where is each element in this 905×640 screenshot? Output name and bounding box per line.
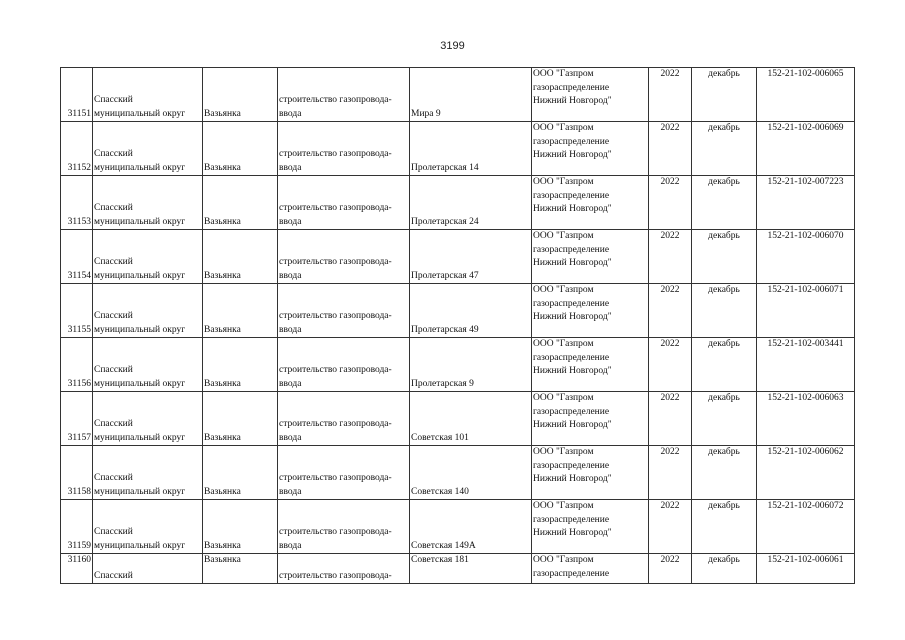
address-cell: Пролетарская 9 bbox=[410, 338, 532, 392]
table-body bbox=[61, 68, 855, 584]
year-cell: 2022 bbox=[649, 230, 692, 284]
organization-line-3: Нижний Новгород" bbox=[533, 258, 612, 268]
year-cell: 2022 bbox=[649, 338, 692, 392]
year-cell: 2022 bbox=[649, 176, 692, 230]
row-number: 31159 bbox=[61, 500, 93, 554]
village-cell: Вазьянка bbox=[203, 500, 278, 554]
address-cell: Пролетарская 47 bbox=[410, 230, 532, 284]
table-row bbox=[61, 68, 855, 122]
organization-cell bbox=[532, 554, 649, 584]
organization-line-1: ООО "Газпром bbox=[533, 177, 594, 187]
district-line-2: муниципальный округ bbox=[94, 324, 186, 335]
organization-line-1: ООО "Газпром bbox=[533, 285, 594, 295]
work-type-line-2: ввода bbox=[279, 486, 302, 497]
work-type-cell bbox=[278, 122, 410, 176]
organization-line-2: газораспределение bbox=[533, 136, 610, 147]
row-number: 31158 bbox=[61, 446, 93, 500]
table-row bbox=[61, 392, 855, 446]
organization-line-1: ООО "Газпром bbox=[533, 501, 594, 511]
table-row bbox=[61, 122, 855, 176]
district-cell bbox=[93, 122, 203, 176]
district-cell bbox=[93, 176, 203, 230]
work-type-line-1: строительство газопровода- bbox=[279, 365, 392, 375]
organization-line-3: Нижний Новгород" bbox=[533, 474, 612, 484]
work-type-cell bbox=[278, 446, 410, 500]
district-line-1: Спасский bbox=[94, 149, 133, 159]
year-cell: 2022 bbox=[649, 284, 692, 338]
work-type-line-1: строительство газопровода- bbox=[279, 419, 392, 429]
organization-cell bbox=[532, 500, 649, 554]
district-line-2: муниципальный округ bbox=[94, 432, 186, 443]
month-cell: декабрь bbox=[692, 446, 757, 500]
work-type-cell bbox=[278, 68, 410, 122]
village-cell: Вазьянка bbox=[203, 122, 278, 176]
address-cell: Советская 181 bbox=[410, 554, 532, 584]
district-line-1: Спасский bbox=[94, 311, 133, 321]
work-type-line-2: ввода bbox=[279, 162, 302, 173]
village-cell: Вазьянка bbox=[203, 230, 278, 284]
district-cell bbox=[93, 446, 203, 500]
village-cell: Вазьянка bbox=[203, 338, 278, 392]
organization-line-2: газораспределение bbox=[533, 568, 610, 579]
work-type-line-1: строительство газопровода- bbox=[279, 311, 392, 321]
table-row bbox=[61, 176, 855, 230]
work-type-line-2: ввода bbox=[279, 324, 302, 335]
address-cell: Советская 140 bbox=[410, 446, 532, 500]
month-cell: декабрь bbox=[692, 176, 757, 230]
organization-cell bbox=[532, 446, 649, 500]
organization-line-2: газораспределение bbox=[533, 352, 610, 363]
work-type-line-2: ввода bbox=[279, 432, 302, 443]
organization-line-3: Нижний Новгород" bbox=[533, 420, 612, 430]
month-cell: декабрь bbox=[692, 122, 757, 176]
organization-cell bbox=[532, 392, 649, 446]
work-type-cell bbox=[278, 176, 410, 230]
district-line-1: Спасский bbox=[94, 473, 133, 483]
address-cell: Пролетарская 49 bbox=[410, 284, 532, 338]
table-row bbox=[61, 230, 855, 284]
organization-line-2: газораспределение bbox=[533, 406, 610, 417]
page-number: 3199 bbox=[440, 40, 465, 52]
work-type-cell bbox=[278, 500, 410, 554]
year-cell: 2022 bbox=[649, 446, 692, 500]
row-number: 31155 bbox=[61, 284, 93, 338]
district-line-1: Спасский bbox=[94, 419, 133, 429]
row-number: 31154 bbox=[61, 230, 93, 284]
village-cell: Вазьянка bbox=[203, 554, 278, 584]
organization-line-1: ООО "Газпром bbox=[533, 447, 594, 457]
village-cell: Вазьянка bbox=[203, 176, 278, 230]
work-type-line-1: строительство газопровода- bbox=[279, 203, 392, 213]
address-cell: Мира 9 bbox=[410, 68, 532, 122]
table-row bbox=[61, 284, 855, 338]
address-cell: Пролетарская 14 bbox=[410, 122, 532, 176]
district-line-2: муниципальный округ bbox=[94, 270, 186, 281]
row-number: 31152 bbox=[61, 122, 93, 176]
code-cell: 152-21-102-003441 bbox=[757, 338, 855, 392]
organization-line-1: ООО "Газпром bbox=[533, 123, 594, 133]
village-cell: Вазьянка bbox=[203, 284, 278, 338]
month-cell: декабрь bbox=[692, 500, 757, 554]
organization-line-3: Нижний Новгород" bbox=[533, 528, 612, 538]
code-cell: 152-21-102-006069 bbox=[757, 122, 855, 176]
village-cell: Вазьянка bbox=[203, 392, 278, 446]
district-cell bbox=[93, 230, 203, 284]
organization-line-3: Нижний Новгород" bbox=[533, 150, 612, 160]
year-cell: 2022 bbox=[649, 122, 692, 176]
organization-cell bbox=[532, 122, 649, 176]
organization-cell bbox=[532, 230, 649, 284]
organization-line-1: ООО "Газпром bbox=[533, 339, 594, 349]
district-line-1: Спасский bbox=[94, 365, 133, 375]
organization-line-1: ООО "Газпром bbox=[533, 69, 594, 79]
work-type-line-2: ввода bbox=[279, 270, 302, 281]
work-type-line-2: ввода bbox=[279, 378, 302, 389]
organization-line-2: газораспределение bbox=[533, 82, 610, 93]
work-type-line-1: строительство газопровода- bbox=[279, 95, 392, 105]
row-number: 31156 bbox=[61, 338, 93, 392]
village-cell: Вазьянка bbox=[203, 68, 278, 122]
month-cell: декабрь bbox=[692, 68, 757, 122]
organization-line-3: Нижний Новгород" bbox=[533, 366, 612, 376]
district-line-1: Спасский bbox=[94, 203, 133, 213]
code-cell: 152-21-102-006070 bbox=[757, 230, 855, 284]
work-type-cell bbox=[278, 230, 410, 284]
organization-cell bbox=[532, 284, 649, 338]
work-type-cell: строительство газопровода- bbox=[278, 554, 410, 584]
district-cell bbox=[93, 68, 203, 122]
table-row-partial bbox=[61, 554, 855, 584]
district-line-2: муниципальный округ bbox=[94, 378, 186, 389]
code-cell: 152-21-102-006063 bbox=[757, 392, 855, 446]
organization-line-1: ООО "Газпром bbox=[533, 231, 594, 241]
work-type-cell bbox=[278, 338, 410, 392]
year-cell: 2022 bbox=[649, 392, 692, 446]
organization-line-3: Нижний Новгород" bbox=[533, 312, 612, 322]
work-type-cell bbox=[278, 284, 410, 338]
work-type-line-1: строительство газопровода- bbox=[279, 257, 392, 267]
district-line-1: Спасский bbox=[94, 527, 133, 537]
organization-cell bbox=[532, 338, 649, 392]
district-line-1: Спасский bbox=[94, 95, 133, 105]
work-type-cell bbox=[278, 392, 410, 446]
year-cell: 2022 bbox=[649, 500, 692, 554]
district-cell bbox=[93, 338, 203, 392]
code-cell: 152-21-102-006061 bbox=[757, 554, 855, 584]
organization-line-2: газораспределение bbox=[533, 460, 610, 471]
organization-line-3: Нижний Новгород" bbox=[533, 96, 612, 106]
month-cell: декабрь bbox=[692, 554, 757, 584]
year-cell: 2022 bbox=[649, 554, 692, 584]
code-cell: 152-21-102-007223 bbox=[757, 176, 855, 230]
organization-line-2: газораспределение bbox=[533, 244, 610, 255]
district-line-2: муниципальный округ bbox=[94, 108, 186, 119]
organization-line-1: ООО "Газпром bbox=[533, 393, 594, 403]
month-cell: декабрь bbox=[692, 392, 757, 446]
table-row bbox=[61, 500, 855, 554]
organization-line-2: газораспределение bbox=[533, 298, 610, 309]
month-cell: декабрь bbox=[692, 338, 757, 392]
district-cell bbox=[93, 392, 203, 446]
month-cell: декабрь bbox=[692, 230, 757, 284]
table-row bbox=[61, 446, 855, 500]
month-cell: декабрь bbox=[692, 284, 757, 338]
organization-cell bbox=[532, 68, 649, 122]
work-type-line-2: ввода bbox=[279, 216, 302, 227]
work-type-line-1: строительство газопровода- bbox=[279, 149, 392, 159]
district-cell: Спасский bbox=[93, 554, 203, 584]
organization-line-1: ООО "Газпром bbox=[533, 555, 594, 565]
district-line-2: муниципальный округ bbox=[94, 216, 186, 227]
district-line-1: Спасский bbox=[94, 257, 133, 267]
village-cell: Вазьянка bbox=[203, 446, 278, 500]
code-cell: 152-21-102-006065 bbox=[757, 68, 855, 122]
district-line-2: муниципальный округ bbox=[94, 486, 186, 497]
address-cell: Пролетарская 24 bbox=[410, 176, 532, 230]
work-type-line-2: ввода bbox=[279, 108, 302, 119]
district-cell bbox=[93, 500, 203, 554]
year-cell: 2022 bbox=[649, 68, 692, 122]
row-number: 31157 bbox=[61, 392, 93, 446]
register-table bbox=[60, 67, 855, 584]
district-line-2: муниципальный округ bbox=[94, 540, 186, 551]
row-number: 31160 bbox=[61, 554, 93, 584]
organization-line-3: Нижний Новгород" bbox=[533, 204, 612, 214]
row-number: 31151 bbox=[61, 68, 93, 122]
code-cell: 152-21-102-006062 bbox=[757, 446, 855, 500]
organization-cell bbox=[532, 176, 649, 230]
row-number: 31153 bbox=[61, 176, 93, 230]
work-type-line-2: ввода bbox=[279, 540, 302, 551]
district-cell bbox=[93, 284, 203, 338]
address-cell: Советская 149А bbox=[410, 500, 532, 554]
organization-line-2: газораспределение bbox=[533, 190, 610, 201]
address-cell: Советская 101 bbox=[410, 392, 532, 446]
code-cell: 152-21-102-006071 bbox=[757, 284, 855, 338]
work-type-line-1: строительство газопровода- bbox=[279, 473, 392, 483]
organization-line-2: газораспределение bbox=[533, 514, 610, 525]
district-line-2: муниципальный округ bbox=[94, 162, 186, 173]
code-cell: 152-21-102-006072 bbox=[757, 500, 855, 554]
table-row bbox=[61, 338, 855, 392]
work-type-line-1: строительство газопровода- bbox=[279, 527, 392, 537]
